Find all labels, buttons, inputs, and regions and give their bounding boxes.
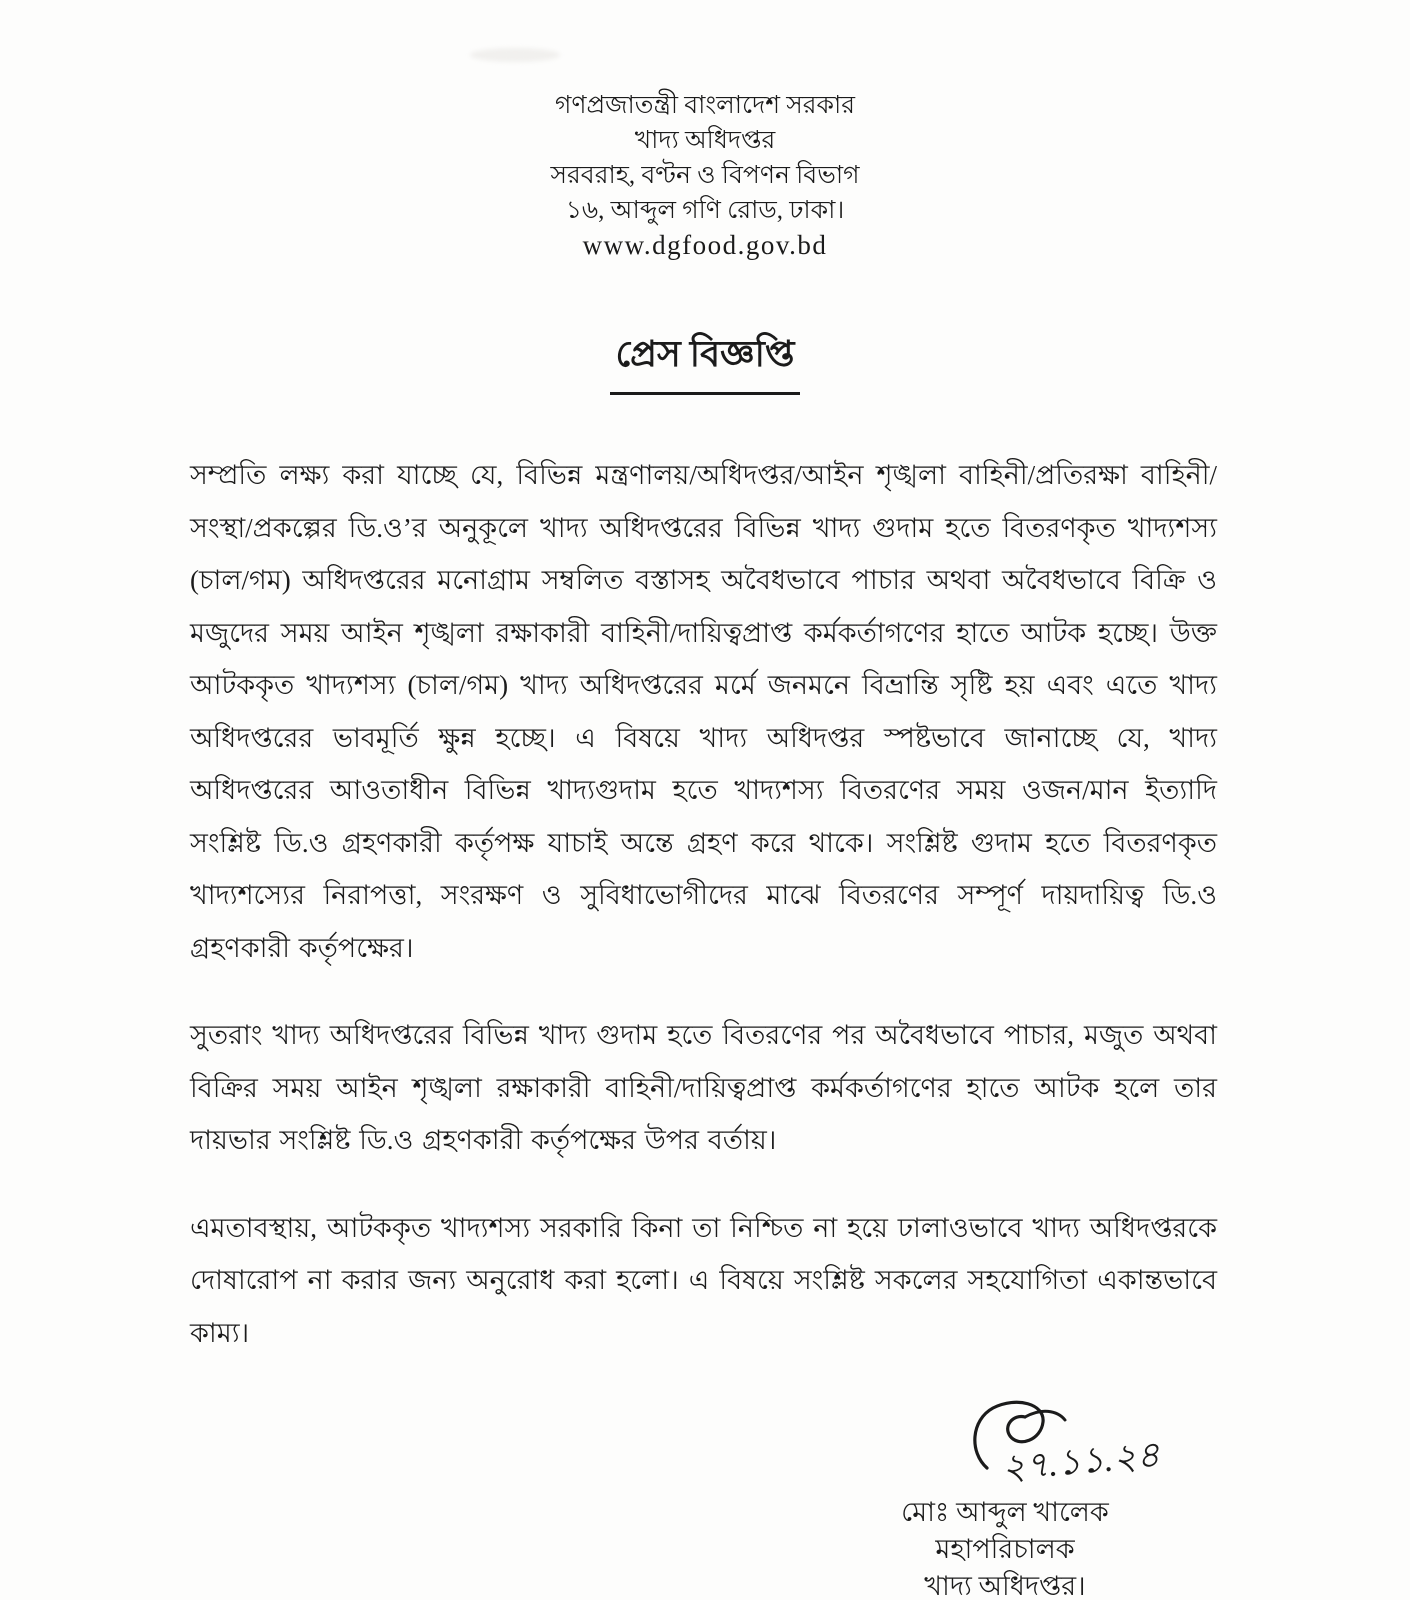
signatory-designation: মহাপরিচালক (935, 1534, 1075, 1564)
letterhead (0, 0, 1410, 263)
scan-artifact (470, 48, 560, 62)
government-name: গণপ্রজাতন্ত্রী বাংলাদেশ সরকার (554, 92, 856, 119)
signature-scribble-svg (965, 1394, 1175, 1494)
handwritten-signature (965, 1394, 1175, 1494)
address-line: ১৬, আব্দুল গণি রোড, ঢাকা। (565, 197, 845, 224)
document-body (190, 449, 1217, 1359)
website-url: www.dgfood.gov.bd (582, 230, 828, 260)
document-title: প্রেস বিজ্ঞপ্তি (610, 327, 801, 395)
signature-flourish-stroke (1025, 1411, 1065, 1420)
signatory-organization: খাদ্য অধিদপ্তর। (924, 1571, 1086, 1600)
body-paragraph-2: সুতরাং খাদ্য অধিদপ্তরের বিভিন্ন খাদ্য গুদাম হতে বিতরণের পর অবৈধভাবে পাচার, মজুত অথবা বিক্রির সময় আইন শৃঙ্খলা রক্ষাকারী বাহিনী/দায়িত্বপ্রাপ্ত কর্মকর্তাগণের হাতে আটক হলে তার দায়ভার সংশ্লিষ্ট ডি.ও গ্রহণকারী কর্তৃপক্ষের উপর বর্তায়। (190, 1020, 1217, 1155)
signatory-name: মোঃ আব্দুল খালেক (901, 1497, 1109, 1527)
body-paragraph-1: সম্প্রতি লক্ষ্য করা যাচ্ছে যে, বিভিন্ন মন্ত্রণালয়/অধিদপ্তর/আইন শৃঙ্খলা বাহিনী/প্রতিরক্ষা বাহিনী/সংস্থা/প্রকল্পের ডি.ও’র অনুকূলে খাদ্য অধিদপ্তরের বিভিন্ন খাদ্য গুদাম হতে বিতরণকৃত খাদ্যশস্য (চাল/গম) অধিদপ্তরের মনোগ্রাম সম্বলিত বস্তাসহ অবৈধভাবে পাচার অথবা অবৈধভাবে বিক্রি ও মজুদের সময় আইন শৃঙ্খলা রক্ষাকারী বাহিনী/দায়িত্বপ্রাপ্ত কর্মকর্তাগণের হাতে আটক হচ্ছে। উক্ত আটককৃত খাদ্যশস্য (চাল/গম) খাদ্য অধিদপ্তরের মর্মে জনমনে বিভ্রান্তি সৃষ্টি হয় এবং এতে খাদ্য অধিদপ্তরের ভাবমূর্তি ক্ষুন্ন হচ্ছে। এ বিষয়ে খাদ্য অধিদপ্তর স্পষ্টভাবে জানাচ্ছে যে, খাদ্য অধিদপ্তরের আওতাধীন বিভিন্ন খাদ্যগুদাম হতে খাদ্যশস্য বিতরণের সময় ওজন/মান ইত্যাদি সংশ্লিষ্ট ডি.ও গ্রহণকারী কর্তৃপক্ষ যাচাই অন্তে গ্রহণ করে থাকে। সংশ্লিষ্ট গুদাম হতে বিতরণকৃত খাদ্যশস্যের নিরাপত্তা, সংরক্ষণ ও সুবিধাভোগীদের মাঝে বিতরণের সম্পূর্ণ দায়দায়িত্ব ডি.ও গ্রহণকারী কর্তৃপক্ষের। (190, 460, 1217, 963)
signature-date: ২৭.১১.২৪ (1000, 1434, 1162, 1488)
signature-block (825, 1394, 1185, 1600)
division-name: সরবরাহ, বণ্টন ও বিপণন বিভাগ (550, 162, 860, 189)
title-row (0, 327, 1410, 395)
directorate-name: খাদ্য অধিদপ্তর (634, 127, 776, 154)
body-paragraph-3: এমতাবস্থায়, আটককৃত খাদ্যশস্য সরকারি কিনা তা নিশ্চিত না হয়ে ঢালাওভাবে খাদ্য অধিদপ্তরকে দোষারোপ না করার জন্য অনুরোধ করা হলো। এ বিষয়ে সংশ্লিষ্ট সকলের সহযোগিতা একান্তভাবে কাম্য। (190, 1212, 1217, 1348)
